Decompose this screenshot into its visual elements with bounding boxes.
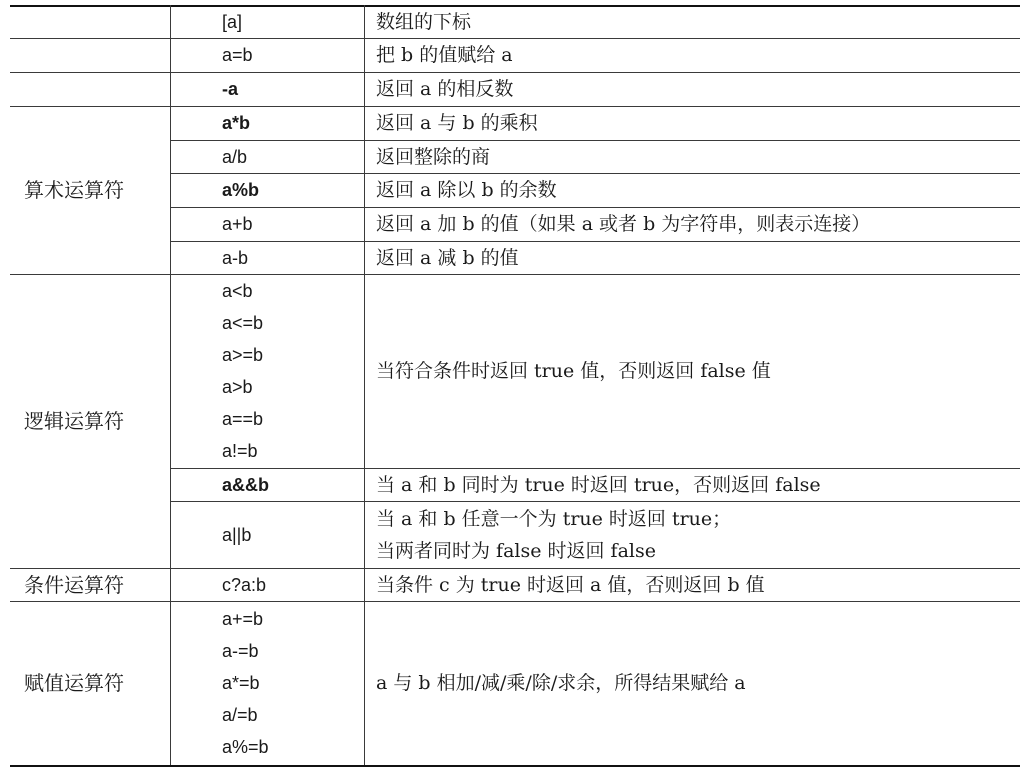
description-text: 返回 a 除以 b 的余数	[376, 179, 557, 201]
description-text: 返回 a 减 b 的值	[376, 246, 519, 269]
operator-cell	[170, 241, 364, 274]
operator-text: a/b	[222, 146, 248, 167]
operator-text: a>b	[222, 377, 253, 397]
category-conditional	[10, 568, 170, 601]
description-text: 返回 a 的相反数	[376, 78, 514, 100]
operator-cell	[170, 274, 364, 468]
operator-cell	[170, 72, 364, 106]
operator-text: -a	[222, 79, 239, 99]
description-text: 返回 a 与 b 的乘积	[376, 112, 538, 134]
description-text: 当 a 和 b 同时为 true 时返回 true，否则返回 false	[376, 473, 821, 496]
operator-text: a%b	[222, 180, 260, 200]
description-cell	[364, 274, 1020, 468]
category-label: 条件运算符	[24, 572, 124, 597]
description-cell	[364, 173, 1020, 207]
operator-cell	[170, 106, 364, 140]
category-label: 算术运算符	[24, 178, 124, 202]
operator-cell	[170, 207, 364, 241]
operator-text: a/=b	[222, 705, 258, 725]
category-logical	[10, 274, 170, 568]
operator-text: a*=b	[222, 673, 260, 693]
description-cell	[364, 568, 1020, 601]
operator-text: a&&b	[222, 474, 270, 495]
operator-cell	[170, 5, 364, 38]
category-arithmetic	[10, 106, 170, 274]
description-cell	[364, 207, 1020, 241]
operator-cell	[170, 468, 364, 501]
description-cell	[364, 468, 1020, 501]
description-text: 返回整除的商	[376, 145, 491, 168]
description-cell	[364, 106, 1020, 140]
description-text: 当条件 c 为 true 时返回 a 值，否则返回 b 值	[376, 573, 765, 596]
operator-text: a-b	[222, 247, 249, 268]
description-cell	[364, 72, 1020, 106]
bottom-rule	[10, 765, 1020, 767]
operator-cell	[170, 140, 364, 173]
description-cell	[364, 5, 1020, 38]
operator-text: c?a:b	[222, 574, 267, 595]
description-text: 当符合条件时返回 true 值，否则返回 false 值	[376, 360, 771, 382]
description-text: 把 b 的值赋给 a	[376, 44, 513, 66]
operator-cell	[170, 601, 364, 765]
operator-text: a%=b	[222, 737, 269, 757]
category-label: 赋值运算符	[24, 671, 124, 695]
description-cell	[364, 501, 1020, 568]
operator-text: a*b	[222, 113, 251, 133]
description-text: 数组的下标	[376, 10, 472, 33]
operator-text: a>=b	[222, 345, 264, 365]
operator-text: a=b	[222, 45, 253, 65]
description-text: 当 a 和 b 任意一个为 true 时返回 true；	[376, 507, 732, 530]
operator-text: a==b	[222, 409, 264, 429]
description-cell	[364, 241, 1020, 274]
operator-text: a||b	[222, 524, 252, 545]
description-cell	[364, 38, 1020, 72]
description-text: a 与 b 相加/减/乘/除/求余，所得结果赋给 a	[376, 672, 746, 694]
operator-text: [a]	[222, 11, 243, 32]
operator-cell	[170, 501, 364, 568]
description-text: 返回 a 加 b 的值（如果 a 或者 b 为字符串，则表示连接）	[376, 213, 871, 235]
operator-text: a<b	[222, 281, 253, 301]
description-cell	[364, 140, 1020, 173]
operator-cell	[170, 38, 364, 72]
description-cell	[364, 601, 1020, 765]
operator-text: a<=b	[222, 313, 264, 333]
category-assignment	[10, 601, 170, 765]
operator-text: a+=b	[222, 609, 264, 629]
operator-text: a-=b	[222, 641, 259, 661]
operator-cell	[170, 173, 364, 207]
operator-cell	[170, 568, 364, 601]
description-text: 当两者同时为 false 时返回 false	[376, 539, 656, 562]
operator-text: a!=b	[222, 441, 258, 461]
operator-text: a+b	[222, 214, 253, 234]
category-label: 逻辑运算符	[24, 409, 124, 433]
